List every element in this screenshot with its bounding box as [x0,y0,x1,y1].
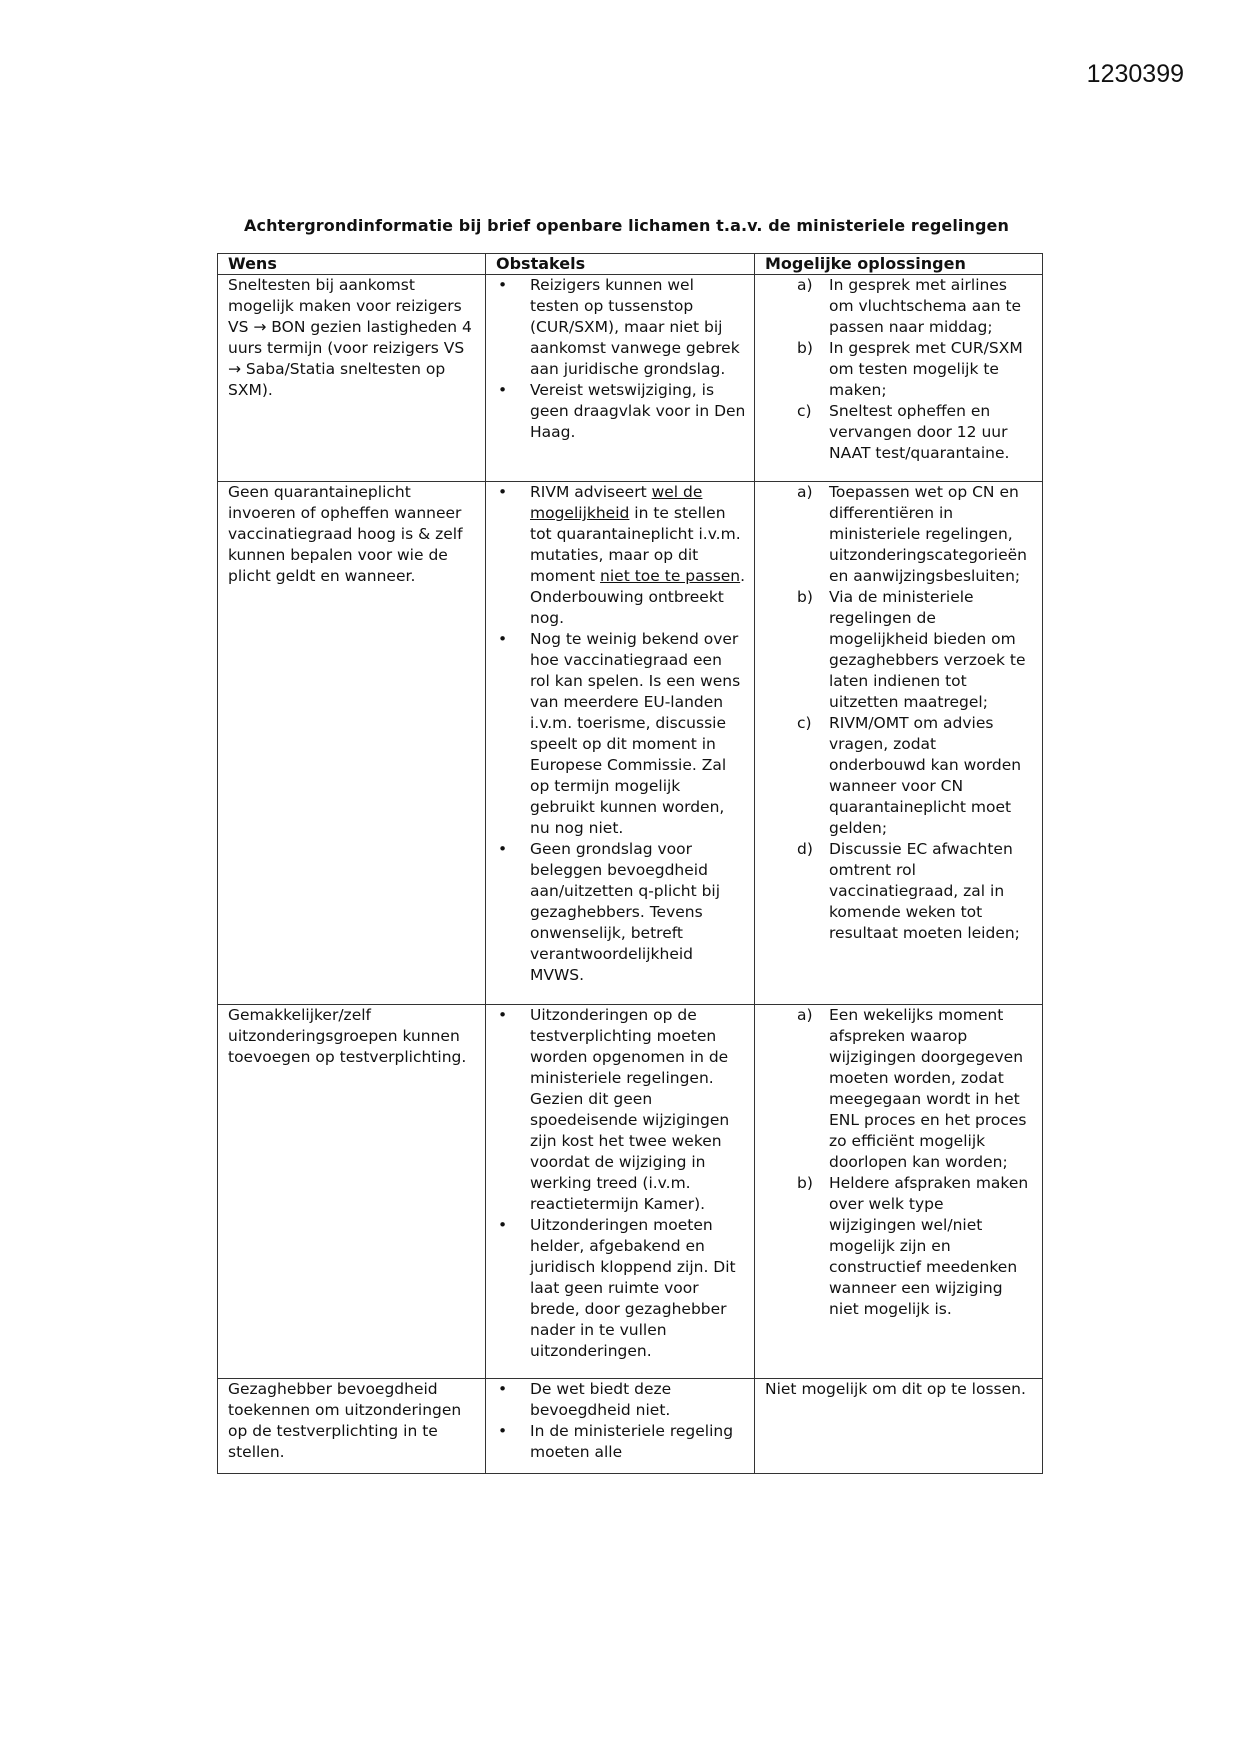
text-run: . Onderbouwing ontbreekt nog. [530,567,746,627]
list-item: • Nog te weinig bekend over hoe vaccinatiegraad een rol kan spelen. Is een wens van meerdere EU-landen i.v.m. toerisme, discussie speelt op dit moment in Europese Commissie. Zal op termijn mogelijk gebruikt kunnen worden, nu nog niet. [496,629,746,839]
list-item [765,1173,1034,1320]
underlined-text: wel de mogelijkheid [530,483,703,522]
list-item [765,839,1034,944]
list-item [765,587,1034,713]
item-text: Toepassen wet op CN en differentiëren in ministeriele regelingen, uitzonderingscategorieën en aanwijzingsbesluiten; [829,483,1027,585]
table-row [218,1005,1043,1379]
header-oplossingen: Mogelijke oplossingen [755,254,1043,275]
oplossingen-cell [755,275,1043,482]
page-title: Achtergrondinformatie bij brief openbare lichamen t.a.v. de ministeriele regelingen [244,216,1009,235]
oplossingen-list [765,275,1034,464]
list-item: • Reizigers kunnen wel testen op tussenstop (CUR/SXM), maar niet bij aankomst vanwege gebrek aan juridische grondslag. [496,275,746,380]
wens-cell: Geen quarantaineplicht invoeren of opheffen wanneer vaccinatiegraad hoog is & zelf kunnen bepalen voor wie de plicht geldt en wanneer. [218,482,486,1005]
item-text: Via de ministeriele regelingen de mogelijkheid bieden om gezaghebbers verzoek te laten indienen tot uitzetten maatregel; [829,588,1026,711]
item-text: Discussie EC afwachten omtrent rol vaccinatiegraad, zal in komende weken tot resultaat moeten leiden; [829,840,1020,942]
list-item [765,482,1034,587]
list-item: • Uitzonderingen op de testverplichting moeten worden opgenomen in de ministeriele regelingen. Gezien dit geen spoedeisende wijzigingen zijn kost het twee weken voordat de wijziging in werking treed (i.v.m. reactietermijn Kamer). [496,1005,746,1215]
list-item [765,401,1034,464]
obstakels-list [496,482,746,986]
list-item [765,338,1034,401]
underlined-text: niet toe te passen [600,567,741,585]
item-marker: c) [797,714,812,732]
obstakels-cell [486,1379,755,1474]
oplossingen-cell: Niet mogelijk om dit op te lossen. [755,1379,1043,1474]
obstakels-cell [486,482,755,1005]
wens-cell: Gezaghebber bevoegdheid toekennen om uitzonderingen op de testverplichting in te stellen. [218,1379,486,1474]
list-item [765,275,1034,338]
list-item: • In de ministeriele regeling moeten alle [496,1421,746,1463]
list-item [765,713,1034,839]
item-marker: b) [797,1174,813,1192]
item-marker: a) [797,1006,813,1024]
list-item: • De wet biedt deze bevoegdheid niet. [496,1379,746,1421]
table-row [218,275,1043,482]
item-text: Heldere afspraken maken over welk type wijzigingen wel/niet mogelijk zijn en constructief meedenken wanneer een wijziging niet mogelijk is. [829,1174,1029,1318]
wens-cell: Gemakkelijker/zelf uitzonderingsgroepen kunnen toevoegen op testverplichting. [218,1005,486,1379]
list-item: • Vereist wetswijziging, is geen draagvlak voor in Den Haag. [496,380,746,443]
wens-cell: Sneltesten bij aankomst mogelijk maken voor reizigers VS → BON gezien lastigheden 4 uurs termijn (voor reizigers VS → Saba/Statia sneltesten op SXM). [218,275,486,482]
obstakels-list [496,1005,746,1362]
table-row [218,1379,1043,1474]
table-header-row [218,254,1043,275]
item-text: In gesprek met CUR/SXM om testen mogelijk te maken; [829,339,1023,399]
item-marker: a) [797,276,813,294]
obstakels-list [496,275,746,443]
list-item [765,1005,1034,1173]
obstakels-list [496,1379,746,1463]
oplossingen-cell [755,1005,1043,1379]
list-item [496,482,746,629]
item-marker: b) [797,339,813,357]
item-text: Een wekelijks moment afspreken waarop wijzigingen doorgegeven moeten worden, zodat meegegaan wordt in het ENL proces en het proces zo efficiënt mogelijk doorlopen kan worden; [829,1006,1027,1171]
oplossingen-list [765,1005,1034,1320]
table-row [218,482,1043,1005]
oplossingen-cell [755,482,1043,1005]
item-marker: c) [797,402,812,420]
list-item: • Geen grondslag voor beleggen bevoegdheid aan/uitzetten q-plicht bij gezaghebbers. Tevens onwenselijk, betreft verantwoordelijkheid MVWS. [496,839,746,986]
header-wens: Wens [218,254,486,275]
header-obstakels: Obstakels [486,254,755,275]
item-marker: a) [797,483,813,501]
obstakels-cell [486,275,755,482]
oplossingen-list [765,482,1034,944]
item-marker: d) [797,840,813,858]
obstakels-cell [486,1005,755,1379]
text-run: RIVM adviseert [530,483,652,501]
measures-table [217,253,1043,1474]
item-text: In gesprek met airlines om vluchtschema aan te passen naar middag; [829,276,1022,336]
list-item: • Uitzonderingen moeten helder, afgebakend en juridisch kloppend zijn. Dit laat geen ruimte voor brede, door gezaghebber nader in te vullen uitzonderingen. [496,1215,746,1362]
item-text: Sneltest opheffen en vervangen door 12 uur NAAT test/quarantaine. [829,402,1010,462]
document-number: 1230399 [1086,60,1184,88]
item-marker: b) [797,588,813,606]
item-text: RIVM/OMT om advies vragen, zodat onderbouwd kan worden wanneer voor CN quarantaineplicht moet gelden; [829,714,1022,837]
text-run: in te stellen tot quarantaineplicht i.v.m. mutaties, maar op dit moment [530,504,741,585]
